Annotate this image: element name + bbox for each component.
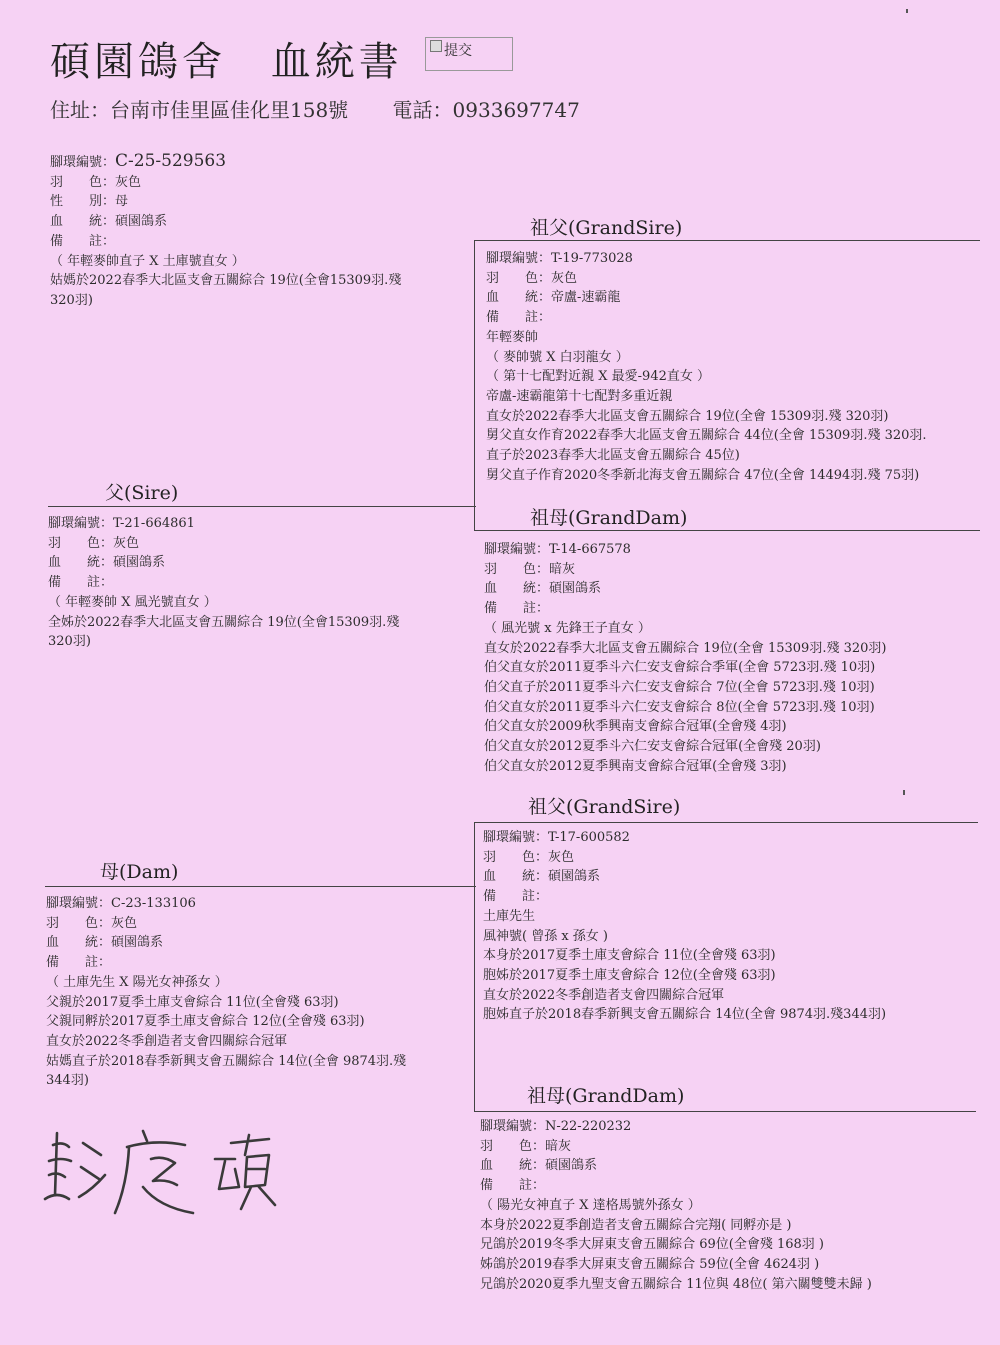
granddam-line-text: 血 統：碩園鴿系 — [480, 1158, 598, 1174]
granddam-line-text: 直女於2022春季大北區支會五關綜合 19位(全會 15309羽.殘 320羽) — [484, 640, 887, 656]
sire-grandsire-block — [486, 249, 927, 485]
handwritten-signature — [35, 1125, 285, 1225]
sire-connector — [474, 240, 475, 530]
sire-line-text: 320羽) — [48, 634, 91, 650]
sire-line-text: 備 註： — [48, 575, 114, 591]
grandsire-line-text: 腳環編號：T-17-600582 — [483, 830, 630, 845]
grandsire-line-text: 帝盧-速霸龍第十七配對多重近親 — [486, 388, 673, 404]
dam-line-text: 直女於2022冬季創造者支會四關綜合冠軍 — [46, 1033, 288, 1049]
sire-line-text: 全姊於2022春季大北區支會五關綜合 19位(全會15309羽.殘 — [48, 614, 400, 630]
dam-line-text: 父親同孵於2017夏季土庫支會綜合 12位(全會殘 63羽) — [46, 1014, 365, 1030]
sire-grandsire-line — [474, 240, 980, 241]
grandsire-line-text: 土庫先生 — [483, 908, 536, 924]
granddam-line-text: 腳環編號：N-22-220232 — [480, 1119, 632, 1134]
dam-line-text: 血 統：碩園鴿系 — [46, 935, 164, 951]
grandsire-line-text: 血 統：帝盧-速霸龍 — [486, 290, 621, 306]
sire-line-text: 腳環編號：T-21-664861 — [48, 516, 195, 531]
sire-granddam-line — [474, 530, 980, 531]
granddam-line-text: 伯父直女於2012夏季斗六仁安支會綜合冠軍(全會殘 20羽) — [484, 739, 821, 755]
granddam-line-text: 備 註： — [484, 601, 550, 617]
dam-granddam-line — [474, 1111, 976, 1112]
sire-block — [48, 514, 399, 652]
granddam-line-text: 羽 色：暗灰 — [484, 561, 576, 577]
granddam-line-text: 伯父直女於2012夏季興南支會綜合冠軍(全會殘 3羽) — [484, 758, 787, 774]
dam-line-text: 備 註： — [46, 955, 112, 971]
subject-line: 320羽) — [50, 292, 93, 308]
sire-grandsire-heading: 祖父(GrandSire) — [530, 217, 683, 239]
grandsire-line-text: 備 註： — [486, 310, 552, 326]
granddam-line-text: 兄鴿於2019冬季大屏東支會五關綜合 69位(全會殘 168羽 ) — [480, 1237, 824, 1253]
granddam-line-text: （ 陽光女神直子 X 達格馬號外孫女 ） — [480, 1197, 701, 1213]
granddam-line-text: 羽 色：暗灰 — [480, 1138, 572, 1154]
loft-name: 碩園鴿舍 — [50, 39, 226, 85]
dam-line-text: 父親於2017夏季土庫支會綜合 11位(全會殘 63羽) — [46, 994, 339, 1010]
submit-label: 提交 — [444, 43, 472, 59]
granddam-line-text: 本身於2022夏季創造者支會五關綜合完翔( 同孵亦是 ) — [480, 1217, 792, 1233]
grandsire-line-text: 備 註： — [483, 889, 549, 905]
grandsire-line-text: 羽 色：灰色 — [486, 270, 578, 286]
granddam-line-text: 備 註： — [480, 1178, 546, 1194]
granddam-line-text: 兄鴿於2020夏季九聖支會五關綜合 11位與 48位( 第六關雙雙未歸 ) — [480, 1276, 872, 1292]
dam-line-text: 344羽) — [46, 1073, 89, 1089]
dam-line-text: 羽 色：灰色 — [46, 915, 138, 931]
granddam-line-text: 伯父直女於2011夏季斗六仁安支會綜合 8位(全會 5723羽.殘 10羽) — [484, 699, 875, 715]
scan-speck — [903, 790, 905, 795]
broken-image-icon — [430, 40, 442, 52]
grandsire-line-text: 直子於2023春季大北區支會五關綜合 45位) — [486, 448, 740, 464]
subject-line: （ 年輕麥帥直子 X 土庫號直女 ） — [50, 253, 245, 269]
address: 住址：台南市佳里區佳化里158號 — [50, 98, 349, 122]
phone: 電話：0933697747 — [392, 98, 580, 122]
grandsire-line-text: 舅父直子作育2020冬季新北海支會五關綜合 47位(全會 14494羽.殘 75羽) — [486, 467, 920, 483]
ring-label: 腳環編號： — [50, 155, 116, 170]
scan-speck — [906, 9, 908, 13]
contact-line — [50, 94, 580, 123]
sire-line-text: （ 年輕麥帥 X 風光號直女 ） — [48, 594, 217, 610]
grandsire-line-text: 直女於2022春季大北區支會五關綜合 19位(全會 15309羽.殘 320羽) — [486, 408, 889, 424]
granddam-line-text: 伯父直女於2011夏季斗六仁安支會綜合季軍(全會 5723羽.殘 10羽) — [484, 660, 876, 676]
dam-line-text: 腳環編號：C-23-133106 — [46, 896, 196, 911]
granddam-line-text: 血 統：碩園鴿系 — [484, 581, 602, 597]
grandsire-line-text: 風神號( 曾孫 x 孫女 ) — [483, 928, 609, 944]
subject-ring-line — [50, 152, 401, 173]
subject-line: 備 註： — [50, 233, 116, 249]
dam-grandsire-block — [483, 828, 886, 1025]
dam-line — [45, 886, 476, 887]
sire-granddam-heading: 祖母(GrandDam) — [530, 507, 688, 529]
grandsire-line-text: 直女於2022冬季創造者支會四關綜合冠軍 — [483, 987, 725, 1003]
dam-heading: 母(Dam) — [100, 861, 179, 883]
dam-grandsire-heading: 祖父(GrandSire) — [528, 796, 681, 818]
granddam-line-text: 伯父直女於2009秋季興南支會綜合冠軍(全會殘 4羽) — [484, 719, 787, 735]
subject-ring-number: C-25-529563 — [115, 151, 227, 171]
granddam-line-text: 伯父直子於2011夏季斗六仁安支會綜合 7位(全會 5723羽.殘 10羽) — [484, 679, 875, 695]
subject-line: 血 統：碩園鴿系 — [50, 214, 168, 230]
grandsire-line-text: 腳環編號：T-19-773028 — [486, 251, 633, 266]
grandsire-line-text: 羽 色：灰色 — [483, 849, 575, 865]
subject-line: 性 別：母 — [50, 194, 129, 210]
grandsire-line-text: （ 第十七配對近親 X 最愛-942直女 ） — [486, 369, 710, 385]
grandsire-line-text: 胞姊於2017夏季土庫支會綜合 12位(全會殘 63羽) — [483, 967, 776, 983]
subject-line: 姑媽於2022春季大北區支會五關綜合 19位(全會15309羽.殘 — [50, 273, 402, 289]
grandsire-line-text: 血 統：碩園鴿系 — [483, 869, 601, 885]
grandsire-line-text: （ 麥帥號 X 白羽龍女 ） — [486, 349, 629, 365]
dam-connector — [474, 822, 475, 1112]
grandsire-line-text: 胞姊直子於2018春季新興支會五關綜合 14位(全會 9874羽.殘344羽) — [483, 1007, 887, 1023]
grandsire-line-text: 年輕麥帥 — [486, 329, 539, 345]
subject-line: 羽 色：灰色 — [50, 174, 142, 190]
document-type: 血統書 — [270, 39, 403, 85]
sire-heading: 父(Sire) — [105, 482, 179, 504]
dam-granddam-heading: 祖母(GrandDam) — [527, 1085, 685, 1107]
sire-line-text: 血 統：碩園鴿系 — [48, 555, 166, 571]
sire-granddam-block — [484, 540, 886, 776]
granddam-line-text: （ 風光號 x 先鋒王子直女 ） — [484, 620, 651, 636]
dam-granddam-block — [480, 1117, 872, 1294]
subject-block — [50, 152, 401, 311]
document-title — [50, 30, 431, 87]
dam-block — [46, 894, 406, 1091]
dam-line-text: 姑媽直子於2018春季新興支會五關綜合 14位(全會 9874羽.殘 — [46, 1053, 407, 1069]
dam-grandsire-line — [474, 822, 978, 823]
grandsire-line-text: 本身於2017夏季土庫支會綜合 11位(全會殘 63羽) — [483, 948, 776, 964]
grandsire-line-text: 舅父直女作育2022春季大北區支會五關綜合 44位(全會 15309羽.殘 320羽. — [486, 428, 927, 444]
sire-line — [48, 506, 476, 507]
sire-line-text: 羽 色：灰色 — [48, 535, 140, 551]
granddam-line-text: 腳環編號：T-14-667578 — [484, 542, 631, 557]
submit-button[interactable] — [425, 37, 513, 71]
granddam-line-text: 姊鴿於2019春季大屏東支會五關綜合 59位(全會 4624羽 ) — [480, 1256, 820, 1272]
dam-line-text: （ 土庫先生 X 陽光女神孫女 ） — [46, 974, 228, 990]
